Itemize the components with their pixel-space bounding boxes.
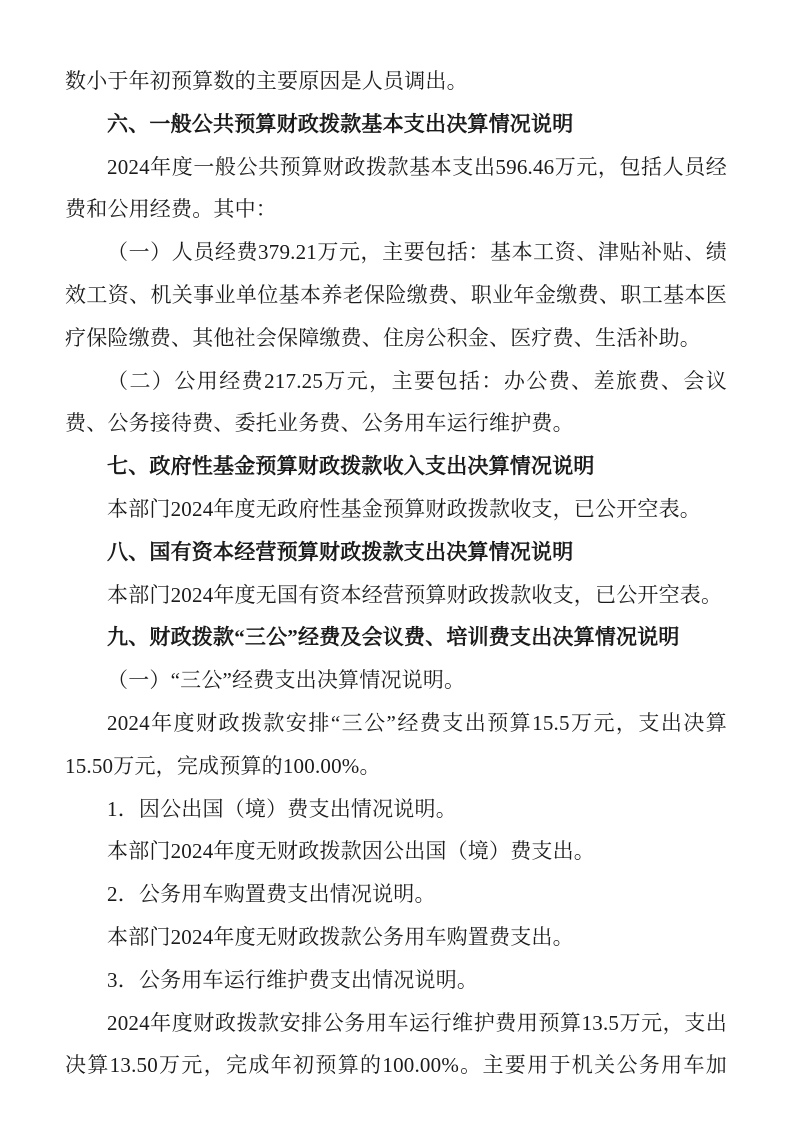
section-heading-nine: 九、财政拨款“三公”经费及会议费、培训费支出决算情况说明 — [107, 625, 680, 650]
paragraph-line: 15.50万元，完成预算的100.00%。 — [65, 753, 381, 778]
paragraph-line: 效工资、机关事业单位基本养老保险缴费、职业年金缴费、职工基本医 — [65, 282, 727, 307]
paragraph-line: 本部门2024年度无政府性基金预算财政拨款收支，已公开空表。 — [107, 496, 701, 521]
paragraph-line: （一）人员经费379.21万元，主要包括：基本工资、津贴补贴、绩 — [107, 240, 727, 265]
section-heading-seven: 七、政府性基金预算财政拨款收入支出决算情况说明 — [107, 454, 595, 479]
section-heading-six: 六、一般公共预算财政拨款基本支出决算情况说明 — [107, 111, 574, 136]
paragraph-continuation-line: 数小于年初预算数的主要原因是人员调出。 — [65, 69, 468, 93]
numbered-item-line: 1．因公出国（境）费支出情况说明。 — [107, 796, 457, 821]
document-body — [65, 60, 727, 1087]
paragraph-line: 本部门2024年度无国有资本经营预算财政拨款收支，已公开空表。 — [107, 582, 723, 607]
paragraph-line: 疗保险缴费、其他社会保障缴费、住房公积金、医疗费、生活补助。 — [65, 325, 701, 350]
subsection-heading-line: （一）“三公”经费支出决算情况说明。 — [107, 668, 466, 693]
paragraph-line: 2024年度财政拨款安排公务用车运行维护费用预算13.5万元，支出 — [107, 1010, 727, 1035]
paragraph-line: 2024年度一般公共预算财政拨款基本支出596.46万元，包括人员经 — [107, 154, 727, 179]
numbered-item-line: 2．公务用车购置费支出情况说明。 — [107, 882, 436, 907]
paragraph-line: 2024年度财政拨款安排“三公”经费支出预算15.5万元，支出决算 — [107, 710, 727, 735]
paragraph-line: 费、公务接待费、委托业务费、公务用车运行维护费。 — [65, 411, 574, 436]
paragraph-line: 本部门2024年度无财政拨款公务用车购置费支出。 — [107, 924, 574, 949]
paragraph-line: 费和公用经费。其中： — [65, 197, 277, 222]
section-heading-eight: 八、国有资本经营预算财政拨款支出决算情况说明 — [107, 539, 574, 564]
paragraph-line: （二）公用经费217.25万元，主要包括：办公费、差旅费、会议 — [107, 368, 727, 393]
numbered-item-line: 3．公务用车运行维护费支出情况说明。 — [107, 967, 479, 992]
paragraph-line: 本部门2024年度无财政拨款因公出国（境）费支出。 — [107, 839, 595, 864]
paragraph-line: 决算13.50万元，完成年初预算的100.00%。主要用于机关公务用车加 — [65, 1053, 727, 1078]
